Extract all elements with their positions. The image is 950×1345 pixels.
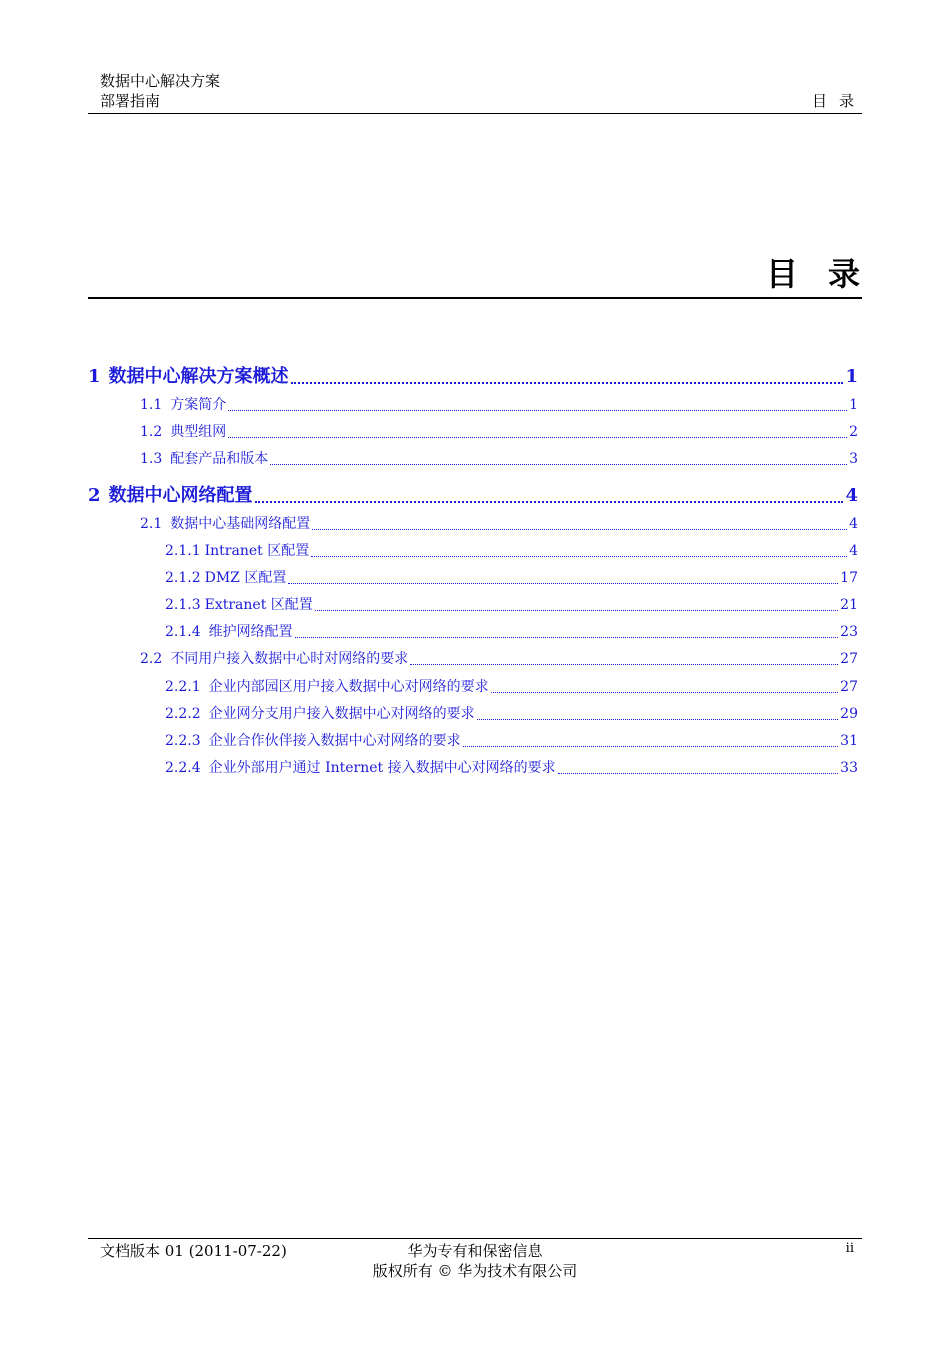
header-section-name: 目录 <box>811 92 866 110</box>
toc-entry-page: 17 <box>840 570 858 586</box>
toc-entry-title: 配套产品和版本 <box>170 451 269 467</box>
toc-entry-number: 2 <box>88 485 101 506</box>
toc-entry[interactable] <box>88 595 858 615</box>
toc-entry[interactable] <box>88 622 858 642</box>
toc-entry-number: 2.2 <box>140 651 163 667</box>
toc-entry-number: 2.1.4 <box>165 624 201 640</box>
toc-entry-title: 数据中心基础网络配置 <box>170 516 311 532</box>
toc-leader-dots <box>491 692 839 693</box>
toc-entry[interactable] <box>88 484 858 508</box>
header-doc-title: 数据中心解决方案 <box>100 72 221 90</box>
toc-entry[interactable] <box>88 365 858 389</box>
toc-entry-number: 1.2 <box>140 424 163 440</box>
toc-entry-number: 1.1 <box>140 397 163 413</box>
toc-entry-title: 不同用户接入数据中心时对网络的要求 <box>170 651 409 667</box>
footer-copyright: 版权所有 © 华为技术有限公司 <box>372 1262 578 1280</box>
toc-entry-page: 31 <box>840 733 858 749</box>
toc-leader-dots <box>410 664 838 665</box>
page-title: 目录 <box>765 255 890 293</box>
toc-leader-dots <box>477 719 839 720</box>
toc-entry[interactable] <box>88 677 858 697</box>
toc-leader-dots <box>228 437 847 438</box>
toc-entry-page: 21 <box>840 597 858 613</box>
toc-entry-page: 33 <box>840 760 858 776</box>
toc-leader-dots <box>312 529 847 530</box>
toc-entry-page: 27 <box>840 651 858 667</box>
toc-entry-title: 企业合作伙伴接入数据中心对网络的要求 <box>208 733 461 749</box>
toc-entry-number: 2.1 <box>140 516 163 532</box>
toc-entry[interactable] <box>88 704 858 724</box>
toc-entry[interactable] <box>88 395 858 415</box>
toc-entry-title: 企业内部园区用户接入数据中心对网络的要求 <box>208 679 489 695</box>
toc-leader-dots <box>228 410 847 411</box>
toc-entry[interactable] <box>88 731 858 751</box>
toc-leader-dots <box>558 773 839 774</box>
toc-leader-dots <box>463 746 839 747</box>
toc-entry-number: 2.1.3 <box>165 597 201 613</box>
toc-entry[interactable] <box>88 422 858 442</box>
toc-entry-page: 29 <box>840 706 858 722</box>
toc-entry[interactable] <box>88 568 858 588</box>
toc-entry-number: 1.3 <box>140 451 163 467</box>
toc-entry[interactable] <box>88 541 858 561</box>
toc-entry-page: 27 <box>840 679 858 695</box>
toc-entry-page: 1 <box>845 366 858 387</box>
toc-entry-number: 2.2.3 <box>165 733 201 749</box>
toc-leader-dots <box>311 556 847 557</box>
title-divider <box>88 297 862 299</box>
toc-entry[interactable] <box>88 449 858 469</box>
toc-entry-number: 2.2.2 <box>165 706 201 722</box>
toc-entry-title: 典型组网 <box>170 424 227 440</box>
toc-entry-page: 1 <box>849 397 858 413</box>
toc-entry-title: Intranet 区配置 <box>204 543 310 559</box>
toc-leader-dots <box>295 637 839 638</box>
toc-entry-title: 企业网分支用户接入数据中心对网络的要求 <box>208 706 475 722</box>
toc-entry-number: 2.2.4 <box>165 760 201 776</box>
toc-leader-dots <box>255 501 844 503</box>
toc-entry[interactable] <box>88 758 858 778</box>
toc-entry-page: 3 <box>849 451 858 467</box>
toc-entry[interactable] <box>88 514 858 534</box>
toc-leader-dots <box>288 583 838 584</box>
toc-leader-dots <box>291 382 844 384</box>
toc-entry-title: 数据中心解决方案概述 <box>108 366 289 387</box>
toc-leader-dots <box>270 464 847 465</box>
toc-entry-number: 2.1.1 <box>165 543 201 559</box>
toc-entry-title: Extranet 区配置 <box>204 597 313 613</box>
toc-entry-number: 1 <box>88 366 101 387</box>
header-doc-subtitle: 部署指南 <box>100 92 161 110</box>
footer-doc-version: 文档版本 01 (2011-07-22) <box>100 1242 287 1260</box>
toc-entry-title: 数据中心网络配置 <box>108 485 253 506</box>
toc-leader-dots <box>315 610 838 611</box>
toc-entry-page: 4 <box>845 485 858 506</box>
toc-entry-number: 2.1.2 <box>165 570 201 586</box>
page-footer <box>88 1238 862 1289</box>
toc-entry-title: 维护网络配置 <box>208 624 293 640</box>
toc-entry-number: 2.2.1 <box>165 679 201 695</box>
toc-entry-page: 23 <box>840 624 858 640</box>
footer-page-number: ii <box>845 1241 854 1256</box>
toc-entry[interactable] <box>88 649 858 669</box>
toc-entry-page: 2 <box>849 424 858 440</box>
toc-entry-page: 4 <box>849 516 858 532</box>
toc-entry-page: 4 <box>849 543 858 559</box>
footer-confidentiality: 华为专有和保密信息 <box>407 1242 543 1260</box>
toc-entry-title: DMZ 区配置 <box>204 570 287 586</box>
page-header <box>88 70 866 114</box>
toc-entry-title: 企业外部用户通过 Internet 接入数据中心对网络的要求 <box>208 760 556 776</box>
toc-entry-title: 方案简介 <box>170 397 227 413</box>
